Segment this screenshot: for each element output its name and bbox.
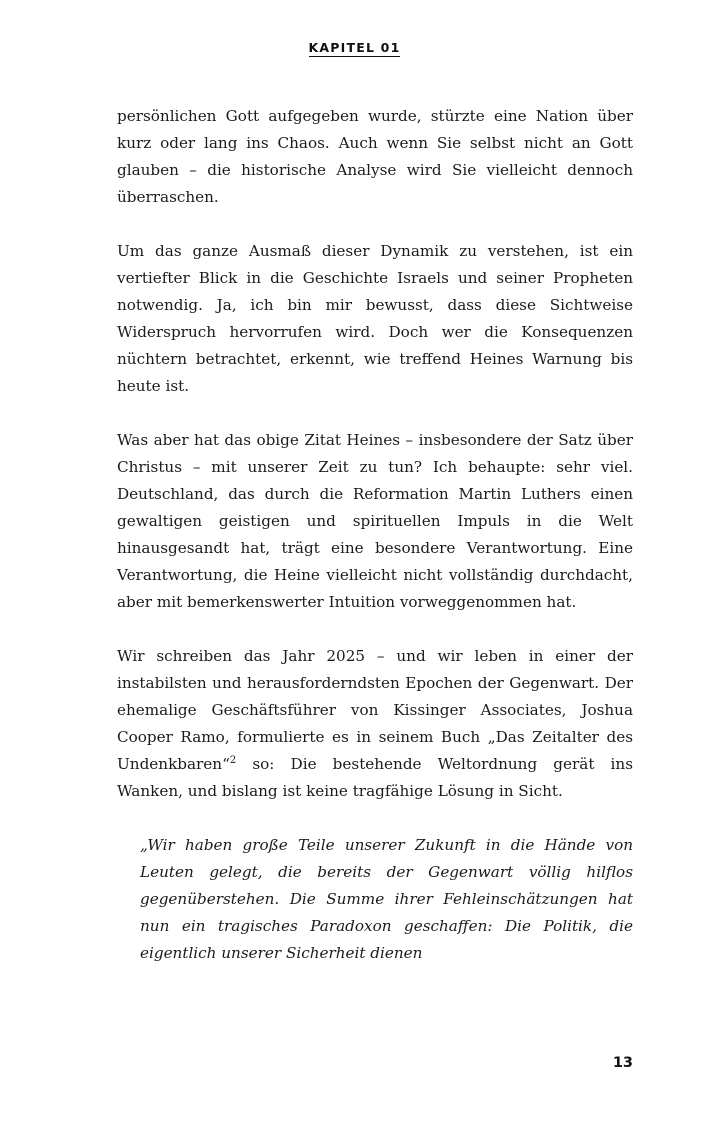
paragraph-1: persönlichen Gott aufgegeben wurde, stürzte eine Nation über kurz oder lang ins Chaos. Auch wenn Sie selbst nicht an Gott glauben – die historische Analyse wird Sie vielleicht dennoch überraschen.	[117, 107, 633, 206]
paragraph-4	[117, 643, 633, 805]
body-text	[117, 103, 633, 967]
page-number: 13	[612, 1055, 633, 1071]
chapter-header	[0, 40, 709, 55]
block-quote: „Wir haben große Teile unserer Zukunft in die Hände von Leuten gelegt, die bereits der Gegenwart völlig hilflos gegenüberstehen. Die Summe ihrer Fehleinschätzungen hat nun ein tragisches Paradoxon geschaffen: Die Politik, die eigentlich unserer Sicherheit dienen	[140, 836, 633, 962]
paragraph-4-text: Wir schreiben das Jahr 2025 – und wir leben in einer der instabilsten und herausforderndsten Epochen der Gegenwart. Der ehemalige Geschäftsführer von Kissinger Associates, Joshua Cooper Ramo, formulierte es in seinem Buch „Das Zeitalter des Undenkbaren“	[117, 647, 633, 773]
paragraph-4-text-cont: so: Die bestehende Weltordnung gerät ins Wanken, und bislang ist keine tragfähige Lösung in Sicht.	[117, 755, 633, 800]
chapter-label: KAPITEL 01	[308, 40, 401, 55]
paragraph-3: Was aber hat das obige Zitat Heines – insbesondere der Satz über Christus – mit unserer Zeit zu tun? Ich behaupte: sehr viel. Deutschland, das durch die Reformation Martin Luthers einen gewaltigen geistigen und spirituellen Impuls in die Welt hinausgesandt hat, trägt eine besondere Verantwortung. Eine Verantwortung, die Heine vielleicht nicht vollständig durchdacht, aber mit bemerkenswerter Intuition vorweggenommen hat.	[117, 431, 633, 611]
footnote-reference: 2	[229, 754, 237, 766]
paragraph-2: Um das ganze Ausmaß dieser Dynamik zu verstehen, ist ein vertiefter Blick in die Geschichte Israels und seiner Propheten notwendig. Ja, ich bin mir bewusst, dass diese Sichtweise Widerspruch hervorrufen wird. Doch wer die Konsequenzen nüchtern betrachtet, erkennt, wie treffend Heines Warnung bis heute ist.	[117, 242, 633, 395]
